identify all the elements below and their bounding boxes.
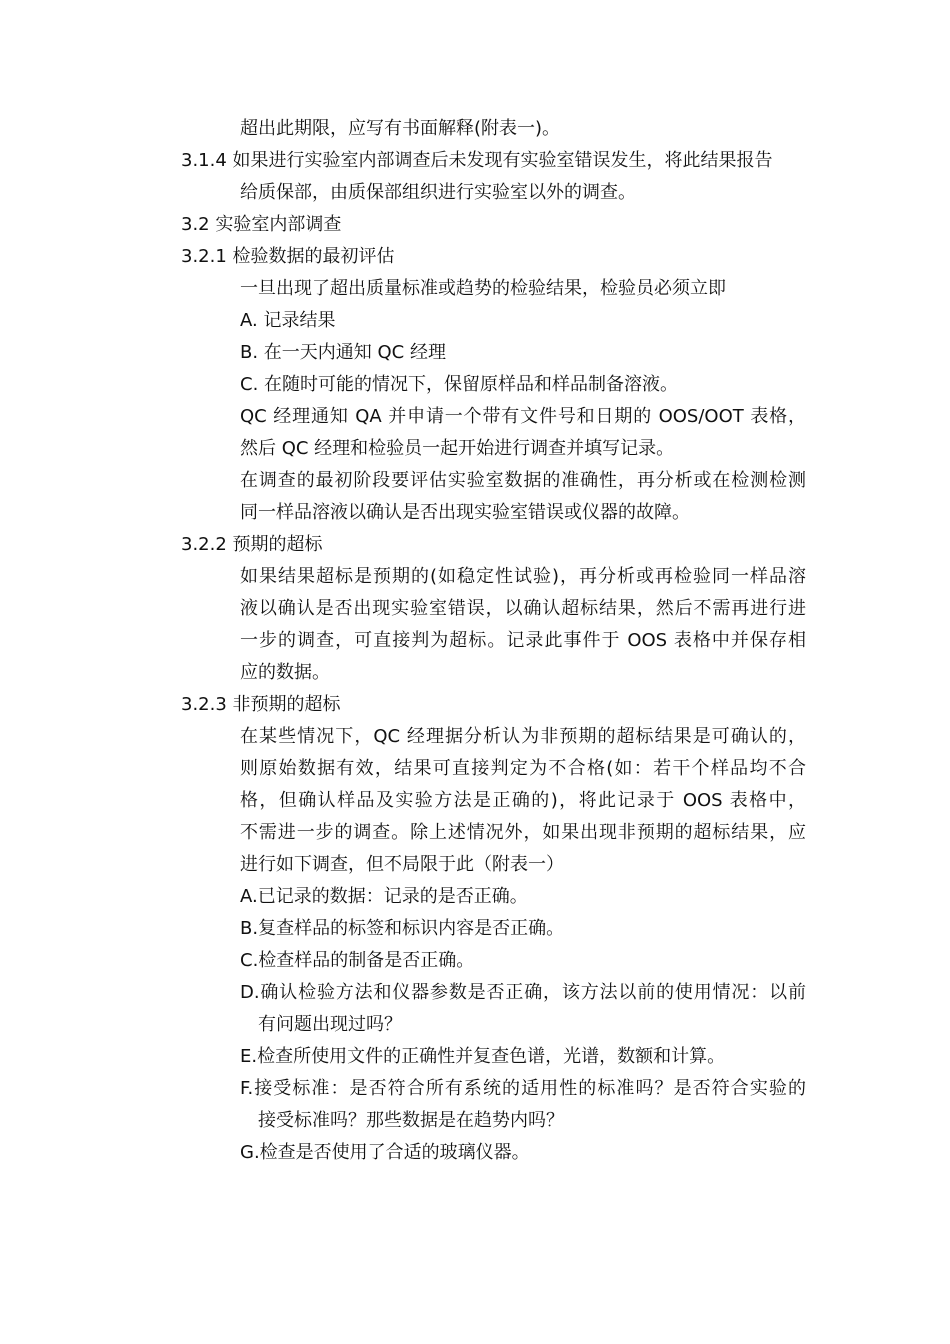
heading-3-2-3: 3.2.3 非预期的超标 <box>181 694 341 715</box>
section-3-1-4: 3.1.4 如果进行实验室内部调查后未发现有实验室错误发生，将此结果报告 <box>181 150 773 171</box>
list-item-a: A.已记录的数据：记录的是否正确。 <box>240 886 528 907</box>
text-line: 格，但确认样品及实验方法是正确的)，将此记录于 OOS 表格中， <box>240 790 806 811</box>
text-line: 则原始数据有效，结果可直接判定为不合格(如：若干个样品均不合 <box>240 758 806 779</box>
list-item-g: G.检查是否使用了合适的玻璃仪器。 <box>240 1142 530 1163</box>
text-line: 一旦出现了超出质量标准或趋势的检验结果，检验员必须立即 <box>240 278 726 299</box>
text-line: QC 经理通知 QA 并申请一个带有文件号和日期的 OOS/OOT 表格， <box>240 406 806 427</box>
text-line: 同一样品溶液以确认是否出现实验室错误或仪器的故障。 <box>240 502 690 523</box>
text-line: 不需进一步的调查。除上述情况外，如果出现非预期的超标结果，应 <box>240 822 806 843</box>
list-item-b: B. 在一天内通知 QC 经理 <box>240 342 446 363</box>
list-item-f-continued: 接受标准吗？那些数据是在趋势内吗？ <box>258 1110 564 1131</box>
list-item-d: D.确认检验方法和仪器参数是否正确，该方法以前的使用情况：以前 <box>240 982 806 1003</box>
text-line: 应的数据。 <box>240 662 330 683</box>
text-line: 一步的调查，可直接判为超标。记录此事件于 OOS 表格中并保存相 <box>240 630 806 651</box>
list-item-d-continued: 有问题出现过吗？ <box>258 1014 402 1035</box>
text-line: 在某些情况下，QC 经理据分析认为非预期的超标结果是可确认的， <box>240 726 806 747</box>
list-item-e: E.检查所使用文件的正确性并复查色谱，光谱，数额和计算。 <box>240 1046 726 1067</box>
text-line: 超出此期限，应写有书面解释(附表一)。 <box>240 118 561 139</box>
text-line: 进行如下调查，但不局限于此（附表一） <box>240 854 564 875</box>
list-item-b: B.复查样品的标签和标识内容是否正确。 <box>240 918 565 939</box>
text-line: 在调查的最初阶段要评估实验室数据的准确性，再分析或在检测检测 <box>240 470 806 491</box>
text-line: 如果结果超标是预期的(如稳定性试验)，再分析或再检验同一样品溶 <box>240 566 806 587</box>
heading-3-2-1: 3.2.1 检验数据的最初评估 <box>181 246 395 267</box>
list-item-a: A. 记录结果 <box>240 310 336 331</box>
list-item-c: C. 在随时可能的情况下，保留原样品和样品制备溶液。 <box>240 374 679 395</box>
heading-3-2: 3.2 实验室内部调查 <box>181 214 342 235</box>
text-line: 液以确认是否出现实验室错误，以确认超标结果，然后不需再进行进 <box>240 598 806 619</box>
list-item-f: F.接受标准：是否符合所有系统的适用性的标准吗？是否符合实验的 <box>240 1078 806 1099</box>
heading-3-2-2: 3.2.2 预期的超标 <box>181 534 323 555</box>
text-line: 然后 QC 经理和检验员一起开始进行调查并填写记录。 <box>240 438 675 459</box>
text-line: 给质保部，由质保部组织进行实验室以外的调查。 <box>240 182 636 203</box>
list-item-c: C.检查样品的制备是否正确。 <box>240 950 475 971</box>
